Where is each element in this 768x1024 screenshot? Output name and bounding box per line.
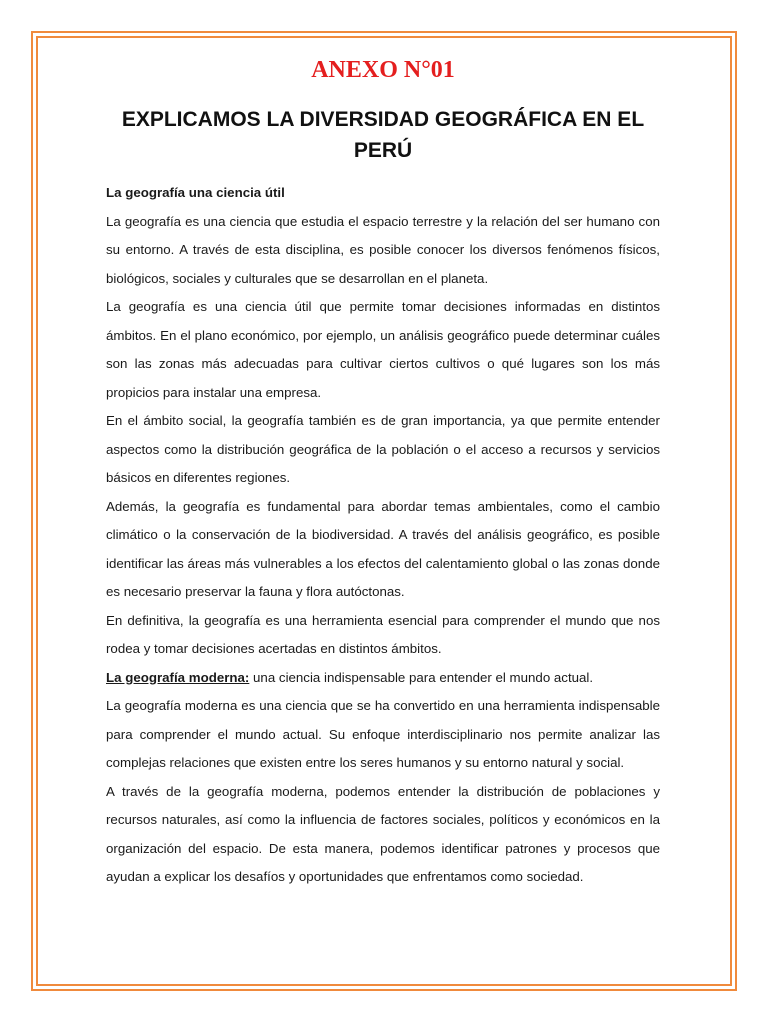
paragraph: Además, la geografía es fundamental para abordar temas ambientales, como el cambio climático o la conservación de la biodiversidad. A través del análisis geográfico, es posible identificar las áreas más vulnerables a los efectos del calentamiento global o las zonas donde es necesario preservar la fauna y flora autóctonas. — [106, 498, 660, 599]
paragraph: La geografía es una ciencia útil que permite tomar decisiones informadas en distintos ámbitos. En el plano económico, por ejemplo, un análisis geográfico puede determinar cuáles son las zonas más adecuadas para cultivar ciertos cultivos o qué lugares son los más propicios para instalar una empresa. — [106, 299, 660, 400]
annex-title: ANEXO N°01 — [311, 57, 455, 83]
document-body — [106, 52, 660, 892]
paragraph: En el ámbito social, la geografía también es de gran importancia, ya que permite entender aspectos como la distribución geográfica de la población o el acceso a recursos y servicios básicos en diferentes regiones. — [106, 413, 660, 485]
main-title: EXPLICAMOS LA DIVERSIDAD GEOGRÁFICA EN EL PERÚ — [121, 108, 645, 162]
paragraph: A través de la geografía moderna, podemos entender la distribución de poblaciones y recursos naturales, así como la influencia de factores sociales, políticos y económicos en la organización del espacio. De esta manera, podemos identificar patrones y procesos que ayudan a explicar los desafíos y oportunidades que enfrentamos como sociedad. — [106, 783, 660, 884]
section-heading-underlined: La geografía moderna: — [106, 669, 250, 685]
section-heading-ciencia-util: La geografía una ciencia útil — [106, 185, 285, 200]
section-heading-rest: una ciencia indispensable para entender el mundo actual. — [249, 669, 594, 685]
paragraph: La geografía es una ciencia que estudia el espacio terrestre y la relación del ser humano con su entorno. A través de esta disciplina, es posible conocer los diversos fenómenos físicos, biológicos, sociales y culturales que se desarrollan en el planeta. — [106, 213, 660, 286]
paragraph: La geografía moderna es una ciencia que se ha convertido en una herramienta indispensable para comprender el mundo actual. Su enfoque interdisciplinario nos permite analizar las complejas relaciones que existen entre los seres humanos y su entorno natural y social. — [106, 698, 660, 770]
paragraph: En definitiva, la geografía es una herramienta esencial para comprender el mundo que nos rodea y tomar decisiones acertadas en distintos ámbitos. — [106, 612, 660, 656]
section-heading-geografia-moderna — [106, 664, 660, 693]
